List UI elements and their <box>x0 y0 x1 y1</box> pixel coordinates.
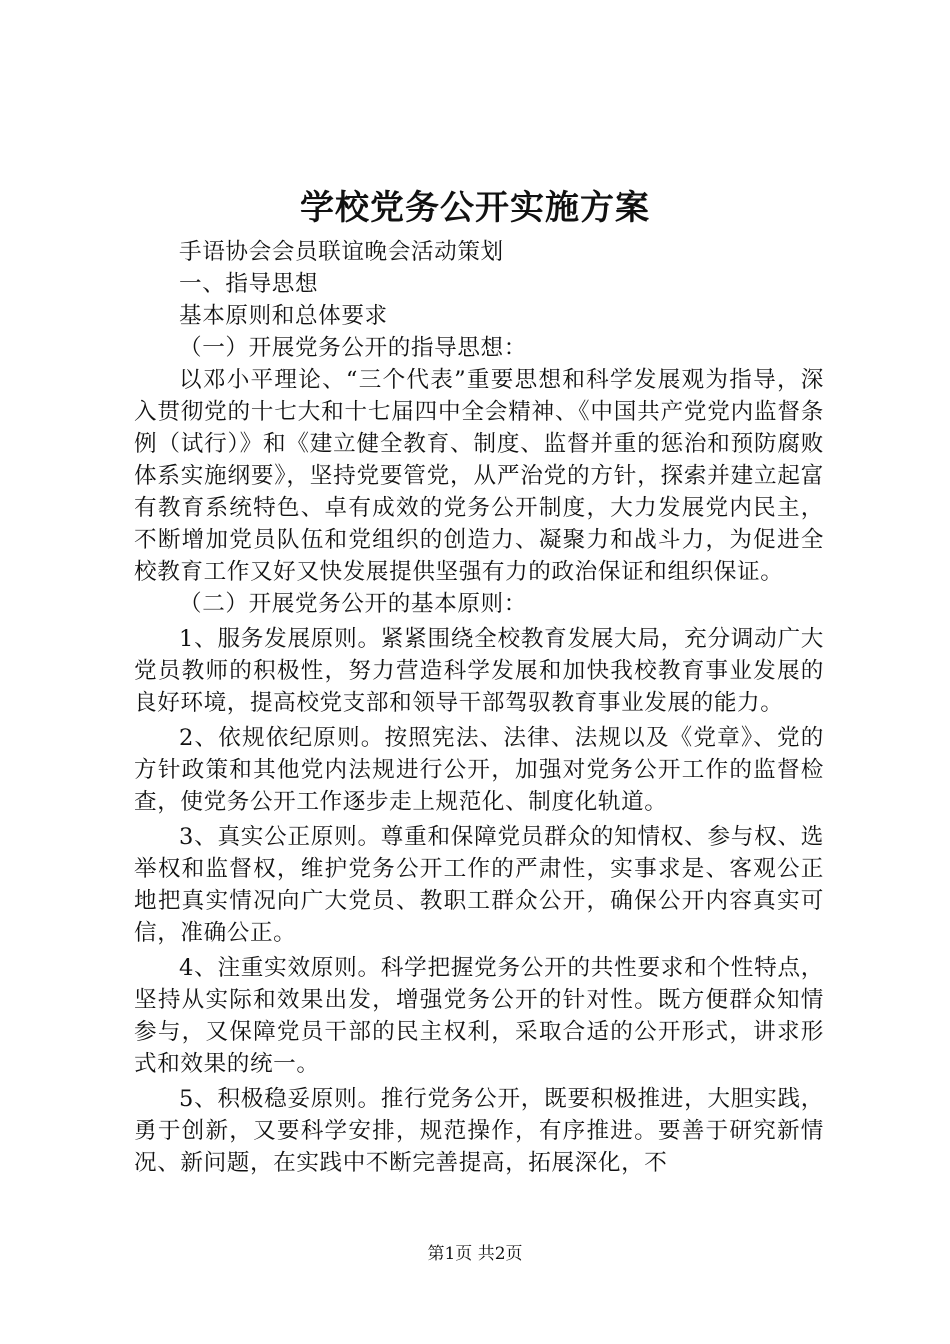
page-footer: 第1页 共2页 <box>427 1244 523 1264</box>
paragraph: 1、服务发展原则。紧紧围绕全校教育发展大局，充分调动广大党员教师的积极性，努力营造科学发展和加快我校教育事业发展的良好环境，提高校党支部和领导干部驾驭教育事业发展的能力。 <box>134 626 824 716</box>
paragraph: 3、真实公正原则。尊重和保障党员群众的知情权、参与权、选举权和监督权，维护党务公开工作的严肃性，实事求是、客观公正地把真实情况向广大党员、教职工群众公开，确保公开内容真实可信，准确公正。 <box>134 824 824 946</box>
paragraph: 5、积极稳妥原则。推行党务公开，既要积极推进，大胆实践，勇于创新，又要科学安排，规范操作，有序推进。要善于研究新情况、新问题，在实践中不断完善提高，拓展深化，不 <box>134 1086 824 1176</box>
paragraph: （二）开展党务公开的基本原则： <box>179 591 527 617</box>
paragraph: 以邓小平理论、“三个代表”重要思想和科学发展观为指导，深入贯彻党的十七大和十七届四中全会精神、《中国共产党党内监督条例（试行）》和《建立健全教育、制度、监督并重的惩治和预防腐败体系实施纲要》，坚持党要管党，从严治党的方针，探索并建立起富有教育系统特色、卓有成效的党务公开制度，大力发展党内民主，不断增加党员队伍和党组织的创造力、凝聚力和战斗力，为促进全校教育工作又好又快发展提供坚强有力的政治保证和组织保证。 <box>134 367 824 585</box>
paragraph: 2、依规依纪原则。按照宪法、法律、法规以及《党章》、党的方针政策和其他党内法规进行公开，加强对党务公开工作的监督检查，使党务公开工作逐步走上规范化、制度化轨道。 <box>134 725 824 815</box>
paragraph: 手语协会会员联谊晚会活动策划 <box>179 239 504 265</box>
paragraph: 4、注重实效原则。科学把握党务公开的共性要求和个性特点，坚持从实际和效果出发，增强党务公开的针对性。既方便群众知情参与，又保障党员干部的民主权利，采取合适的公开形式，讲求形式和效果的统一。 <box>134 955 824 1077</box>
paragraph: 一、指导思想 <box>179 271 319 297</box>
paragraph: （一）开展党务公开的指导思想： <box>179 335 527 361</box>
document-title: 学校党务公开实施方案 <box>300 188 650 228</box>
paragraph: 基本原则和总体要求 <box>179 303 388 329</box>
document-body <box>134 236 824 1179</box>
